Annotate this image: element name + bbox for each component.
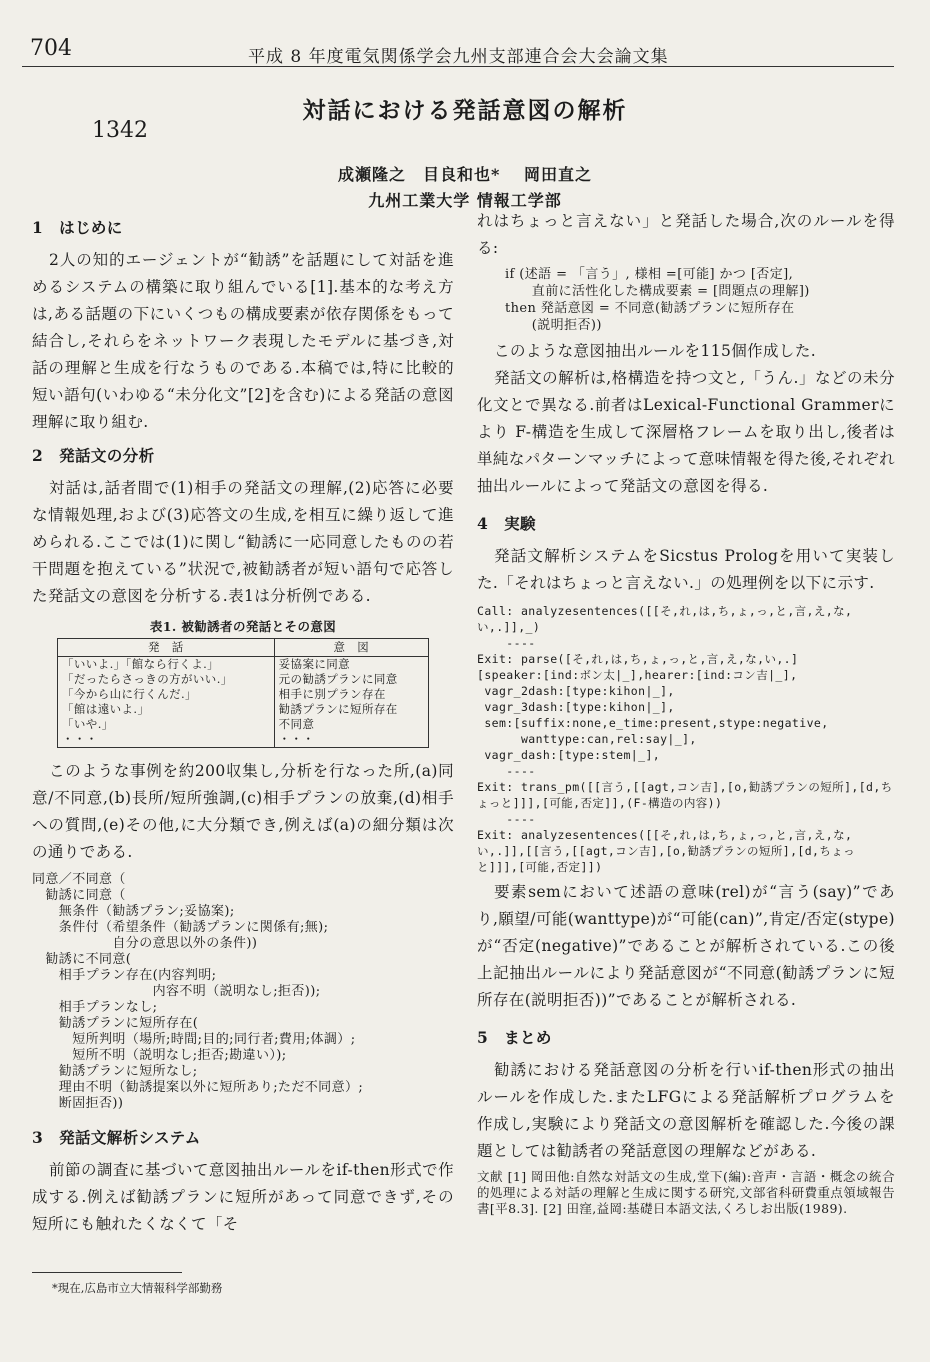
- table-cell: 「今から山に行くんだ.」: [58, 687, 275, 702]
- table-row: [58, 687, 429, 702]
- analysis-paragraph-2: このような事例を約200収集し,分析を行なった所,(a)同意/不同意,(b)長所/短所強調,(c)相手プランの放棄,(d)相手への質問,(e)その他,に大分類でき,例えば(a)の細分類は次の通りである.: [32, 762, 454, 861]
- code-line: [speaker:[ind:ボン太|_],hearer:[ind:コン吉|_],: [477, 668, 798, 682]
- table-cell: 「館は遠いよ.」: [58, 702, 275, 717]
- table-cell: 元の勧誘プランに同意: [274, 672, 428, 687]
- code-line: vagr_dash:[type:stem|_],: [477, 748, 661, 762]
- classification-line: 短所判明（場所;時間;目的;同行者;費用;体調）;: [32, 1032, 356, 1047]
- classification-line: 同意／不同意（: [32, 872, 126, 887]
- section-heading-analysis: 2 発話文の分析: [32, 446, 155, 465]
- table-row: [58, 657, 429, 673]
- references: 文献 [1] 岡田他:自然な対話文の生成,堂下(編):音声・言語・概念の統合的処理による対話の理解と生成に関する研究,文部省科研費重点領域報告書[平8.3]. [2] 田窪,益岡:基礎日本語文法,くろしお出版(1989).: [477, 1169, 895, 1216]
- section-heading-experiment: 4 実験: [477, 514, 536, 533]
- rule-line: then 発話意図 = 不同意(勧誘プランに短所存在: [505, 301, 795, 316]
- code-line: Exit: analyzesentences([[そ,れ,は,ち,ょ,っ,と,言,え,な,い,.]],[[言う,[[agt,コン吉],[o,勧誘プランの短所],[d,ちょっと]]],[可能,否定]]): [477, 828, 856, 874]
- classification-line: 勧誘プランに短所なし;: [32, 1064, 198, 1079]
- table-cell: 勧誘プランに短所存在: [274, 702, 428, 717]
- table-cell: 相手に別プラン存在: [274, 687, 428, 702]
- section-heading-conclusion: 5 まとめ: [477, 1028, 552, 1047]
- table-caption: 表1. 被勧誘者の発話とその意図: [149, 619, 337, 634]
- analysis-paragraph-1: 対話は,話者間で(1)相手の発話文の理解,(2)応答に必要な情報処理,および(3)応答文の生成,を相互に繰り返して進められる.ここでは(1)に関し“勧誘に一応同意したものの若干問題を抱えている”状況で,被勧誘者が短い語句で応答した発話文の意図を分析する.表1は分析例である.: [32, 479, 454, 605]
- footnote: *現在,広島市立大情報科学部勤務: [52, 1281, 223, 1295]
- classification-line: 短所不明（説明なし;拒否;勘違い）);: [32, 1048, 287, 1063]
- classification-line: 勧誘に不同意(: [32, 952, 132, 967]
- table-header-cell: 発 話: [58, 639, 275, 657]
- code-line: Exit: trans_pm([[言う,[[agt,コン吉],[o,勧誘プランの短所],[d,ちょっと]]],[可能,否定]],(F-構造の内容)): [477, 780, 893, 810]
- intro-paragraph: 2人の知的エージェントが“勧誘”を話題にして対話を進めるシステムの構築に取り組んでいる[1].基本的な考え方は,ある話題の下にいくつもの構成要素が依存関係をもって結合し,それらをネットワーク表現したモデルに基づき,対話の理解と生成を行なうものである.本稿では,特に比較的短い語句(いわゆる“未分化文”[2]を含む)による発話の意図理解に取り組む.: [32, 251, 454, 431]
- code-line: vagr_3dash:[type:kihon|_],: [477, 700, 675, 714]
- classification-line: 勧誘に同意（: [32, 888, 126, 903]
- affiliation: 九州工業大学 情報工学部: [368, 191, 562, 210]
- paper-title: 対話における発話意図の解析: [302, 97, 628, 124]
- classification-line: 無条件（勧誘プラン;妥協案);: [32, 904, 235, 919]
- prolog-trace: [477, 603, 895, 875]
- right-column: [477, 208, 895, 1217]
- classification-line: 断固拒否)): [32, 1096, 124, 1111]
- left-column: [32, 208, 454, 1238]
- code-line: Exit: parse([そ,れ,は,ち,ょ,っ,と,言,え,な,い,.]: [477, 652, 799, 666]
- table-cell: ・・・: [274, 732, 428, 748]
- classification-line: 条件付（希望条件（勧誘プランに関係有;無);: [32, 920, 329, 935]
- table-row: [58, 732, 429, 748]
- extraction-rule: [477, 266, 895, 334]
- paper-number: 1342: [92, 118, 148, 143]
- parsing-paragraph: 発話文の解析は,格構造を持つ文と,「うん.」などの未分化文とで異なる.前者はLexical-Functional Grammerにより F-構造を生成して深層格フレームを取り出し,後者は単純なパターンマッチによって意味情報を得た後,それぞれ抽出ルールによって発話文の意図を得る.: [477, 369, 895, 495]
- table-cell: 「いや.」: [58, 717, 275, 732]
- utterance-intent-table: [57, 638, 429, 748]
- experiment-paragraph: 発話文解析システムをSicstus Prologを用いて実装した.「それはちょっと言えない.」の処理例を以下に示す.: [477, 547, 895, 592]
- system-paragraph: 前節の調査に基づいて意図抽出ルールをif-then形式で作成する.例えば勧誘プランに短所があって同意できず,その短所にも触れたくなくて「そ: [32, 1161, 454, 1233]
- footnote-rule: [32, 1272, 182, 1273]
- proceedings-title: 平成 8 年度電気関係学会九州支部連合会大会論文集: [248, 47, 669, 67]
- table-cell: 「だったらさっきの方がいい.」: [58, 672, 275, 687]
- section-heading-intro: 1 はじめに: [32, 218, 123, 237]
- code-line: Call: analyzesentences([[そ,れ,は,ち,ょ,っ,と,言,え,な,い,.]],_): [477, 604, 853, 634]
- code-line: ----: [477, 812, 536, 826]
- table-row: [58, 717, 429, 732]
- authors: 成瀬隆之 目良和也* 岡田直之: [338, 165, 592, 184]
- classification-line: 勧誘プランに短所存在(: [32, 1016, 199, 1031]
- code-line: sem:[suffix:none,e_time:present,stype:negative,: [477, 716, 829, 730]
- table-row: [58, 702, 429, 717]
- table-cell: 妥協案に同意: [274, 657, 428, 673]
- table-header-cell: 意 図: [274, 639, 428, 657]
- classification-line: 自分の意思以外の条件)): [32, 936, 258, 951]
- rule-line: if (述語 = 「言う」, 様相 =[可能] かつ [否定],: [505, 267, 794, 282]
- code-line: wanttype:can,rel:say|_],: [477, 732, 697, 746]
- rule-count-paragraph: このような意図抽出ルールを115個作成した.: [494, 342, 817, 360]
- result-paragraph: 要素semにおいて述語の意味(rel)が“言う(say)”であり,願望/可能(wanttype)が“可能(can)”,肯定/否定(stype)が“否定(negative)”であることが解析されている.この後上記抽出ルールにより発話意図が“不同意(勧誘プランに短所存在(説明拒否))”であることが解析される.: [477, 883, 895, 1009]
- table-cell: 不同意: [274, 717, 428, 732]
- table-header-row: [58, 639, 429, 657]
- classification-line: 内容不明（説明なし;拒否));: [32, 984, 321, 999]
- rule-line: (説明拒否)): [505, 318, 602, 333]
- table-cell: ・・・: [58, 732, 275, 748]
- code-line: ----: [477, 636, 536, 650]
- table-cell: 「いいよ.」「館なら行くよ.」: [58, 657, 275, 673]
- classification-list: [32, 872, 454, 1112]
- page-number: 704: [30, 36, 72, 61]
- code-line: vagr_2dash:[type:kihon|_],: [477, 684, 675, 698]
- conclusion-paragraph: 勧誘における発話意図の分析を行いif-then形式の抽出ルールを作成した.またLFGによる発話解析プログラムを作成し,実験により発話文の意図解析を確認した.今後の課題としては勧誘者の発話意図の理解などがある.: [477, 1061, 895, 1160]
- classification-line: 相手プラン存在(内容判明;: [32, 968, 217, 983]
- system-paragraph-continued: れはちょっと言えない」と発話した場合,次のルールを得る:: [477, 212, 895, 257]
- header-rule: [22, 66, 894, 67]
- classification-line: 理由不明（勧誘提案以外に短所あり;ただ不同意）;: [32, 1080, 364, 1095]
- section-heading-system: 3 発話文解析システム: [32, 1128, 201, 1147]
- code-line: ----: [477, 764, 536, 778]
- rule-line: 直前に活性化した構成要素 = [問題点の理解]): [505, 284, 810, 299]
- classification-line: 相手プランなし;: [32, 1000, 158, 1015]
- table-row: [58, 672, 429, 687]
